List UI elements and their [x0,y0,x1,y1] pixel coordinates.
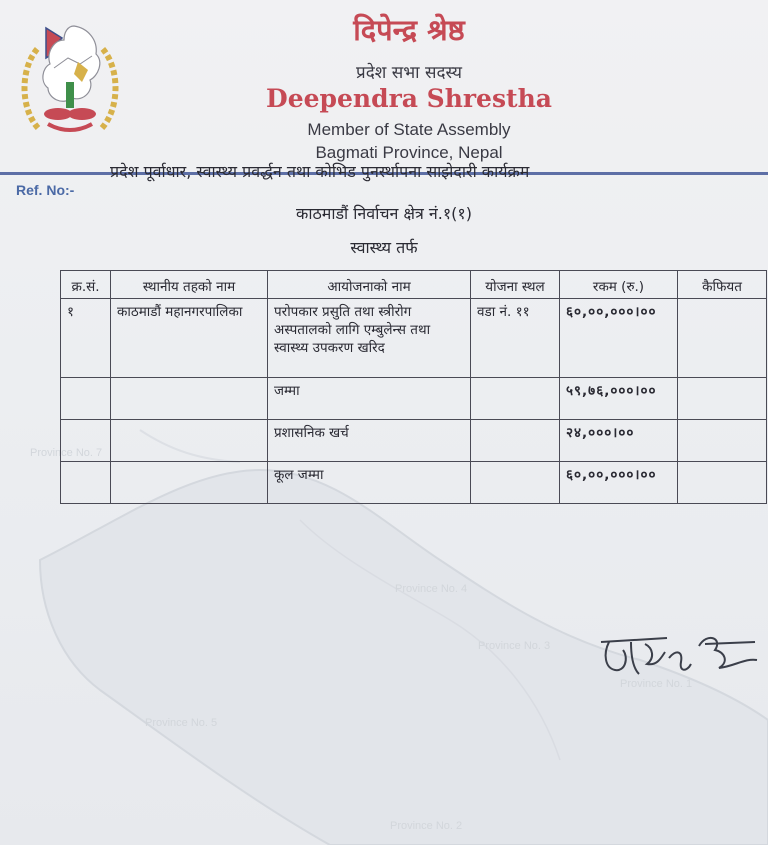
watermark-label: Province No. 3 [478,640,551,652]
watermark-label: Province No. 5 [145,717,218,729]
local-body-cell [111,420,268,462]
title-english: Member of State Assembly [307,120,511,139]
watermark-label: Province No. 2 [390,820,463,832]
project-cell: कूल जम्मा [268,462,471,504]
table-row [61,462,767,504]
table-row [61,378,767,420]
watermark-label: Province No. 1 [620,678,693,690]
local-body-cell [111,462,268,504]
column-header: स्थानीय तहको नाम [111,271,268,299]
program-title: प्रदेश पूर्वाधार, स्वास्थ्य प्रवर्द्धन तथा कोभिड पुनर्स्थापना साझेदारी कार्यक्रम [110,162,530,181]
constituency-heading: काठमाडौं निर्वाचन क्षेत्र नं.१(१) [296,204,472,223]
handwritten-signature [595,628,765,688]
amount-cell: ६०,००,०००।०० [560,462,678,504]
table-row [61,420,767,462]
name-nepali: दिपेन्द्र श्रेष्ठ [353,13,465,47]
remarks-cell [678,462,767,504]
ref-label: Ref. No:- [16,182,75,198]
project-cell: परोपकार प्रसुति तथा स्त्रीरोग अस्पतालको लागि एम्बुलेन्स तथा स्वास्थ्य उपकरण खरिद [268,299,471,378]
amount-cell: २४,०००।०० [560,420,678,462]
watermark-label: Province No. 7 [30,447,103,459]
province-english: Bagmati Province, Nepal [315,143,503,162]
title-nepali: प्रदेश सभा सदस्य [356,63,462,83]
table-row [61,299,767,378]
column-header: क्र.सं. [61,271,111,299]
local-body-cell [111,378,268,420]
column-header: योजना स्थल [471,271,560,299]
column-header: आयोजनाको नाम [268,271,471,299]
remarks-cell [678,299,767,378]
serial-cell [61,378,111,420]
remarks-cell [678,378,767,420]
serial-cell [61,462,111,504]
project-cell: प्रशासनिक खर्च [268,420,471,462]
location-cell [471,462,560,504]
column-header: कैफियत [678,271,767,299]
serial-cell [61,420,111,462]
remarks-cell [678,420,767,462]
column-header: रकम (रु.) [560,271,678,299]
location-cell [471,420,560,462]
project-cell: जम्मा [268,378,471,420]
amount-cell: ५९,७६,०००।०० [560,378,678,420]
watermark-label: Province No. 4 [395,583,468,595]
name-english: Deependra Shrestha [266,84,552,113]
table-header-row [61,271,767,299]
location-cell: वडा नं. ११ [471,299,560,378]
local-body-cell: काठमाडौं महानगरपालिका [111,299,268,378]
amount-cell: ६०,००,०००।०० [560,299,678,378]
location-cell [471,378,560,420]
section-heading: स्वास्थ्य तर्फ [350,238,418,257]
budget-table [60,270,767,504]
serial-cell: १ [61,299,111,378]
